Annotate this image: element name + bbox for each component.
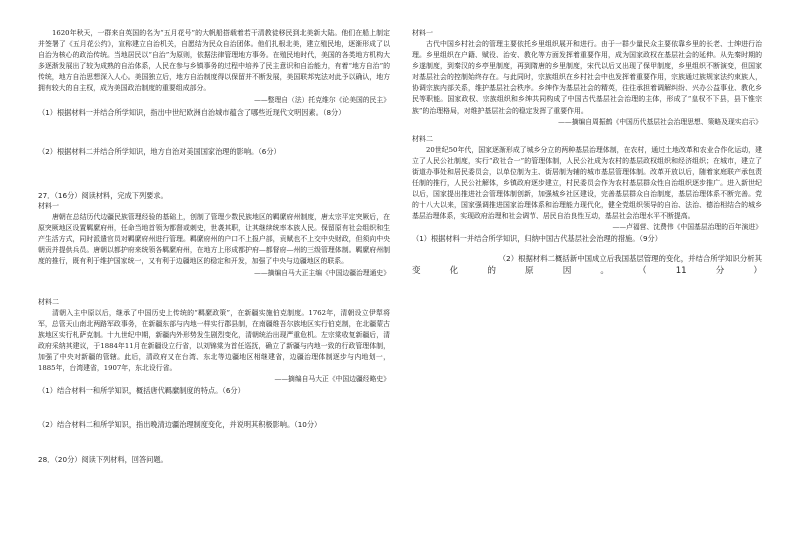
question-2: （2）根据材料二并结合所学知识，地方自治对美国国家治理的影响。（6分） (38, 147, 281, 157)
material-2-text: 清朝入主中原以后，继承了中国历史上传统的“羁縻政策”，在新疆实施伯克制度。1762年，清朝设立伊犁将军，总管天山南北两路军政事务，在新疆东部与内地一样实行郡县制，在南疆维吾尔族地区实行伯克制，在北疆蒙古族地区实行札萨克制。十九世纪中期，新疆内外形势发生剧烈变化，清朝统治出现严重危机。左宗棠收复新疆后，清政府采纳其建议，于1884年11月在新疆设立行省，以刘锦棠为首任巡抚，确立了新疆与内地一致的行政管理体制，加强了中央对新疆的管辖。此后，清政府又在台湾、东北等边疆地区相继建省，边疆治理体制逐步与内地划一，1885年，台湾建省，1907年，东北设行省。 (38, 308, 390, 372)
question-28-2: （2）根据材料二概括新中国成立后我国基层管理的变化，并结合所学知识分析其 (498, 253, 762, 263)
spread-char: 化 (449, 266, 459, 277)
material-2-text: 20世纪50年代，国家逐渐形成了城乡分立的两种基层治理体制，在农村，通过土地改革和农业合作化运动，建立了人民公社制度，实行“政社合一”的管理体制，人民公社成为农村的基层政权组织和经济组织；在城市，建立了街道办事处和居民委员会，以单位制为主、街居制为辅的城市基层管理体制。改革开放以后，随着家庭联产承包责任制的推行，人民公社解体，乡镇政府逐步建立，村民委员会作为农村基层群众性自治组织逐步推广。进入新世纪以后，国家提出推进社会管理体制创新，加强城乡社区建设，完善基层群众自治制度，基层治理体系不断完善。党的十八大以来，国家强调推进国家治理体系和治理能力现代化，健全党组织领导的自治、法治、德治相结合的城乡基层治理体系，实现政府治理和社会调节、居民自治良性互动，基层社会治理水平不断提高。 (412, 145, 762, 221)
left-column (38, 28, 390, 466)
material-1-source: ——摘编自周振鹤《中国历代基层社会治理思想、策略及现实启示》 (558, 117, 762, 126)
question-28-heading: 28．（20分）阅读下列材料，回答问题。 (38, 455, 168, 465)
material-2-source: ——摘编自马大正《中国边疆经略史》 (274, 375, 390, 384)
spread-char: 因 (562, 266, 572, 277)
material-1-label: 材料一 (38, 202, 59, 211)
material-1-label: 材料一 (412, 29, 433, 37)
material-1-text: 唐朝在总结历代边疆民族管理经验的基础上，创制了管理少数民族地区的羁縻府州制度，唐太宗平定突厥后，在原突厥地区设置羁縻府州，任命当地首领为都督或刺史，世袭其职，让其继续统率本族人民。保留原有社会组织和生产生活方式，同时派遣官员对羁縻府州进行管理。羁縻府州的户口不上报户部，贡赋也不上交中央财政，但须向中央朝贡并提供兵员。唐朝以都护府来统领各羁縻府州，在地方上形成都护府—都督府—州的三级管理体制。羁縻府州制度的推行，既有利于维护国家统一，又有利于边疆地区的稳定和开发，加强了中央与边疆地区的联系。 (38, 213, 390, 266)
spread-char: 原 (525, 266, 534, 277)
material-source: ——整理自（法）托克维尔《论美国的民主》 (254, 95, 390, 104)
question-27-2: （2）结合材料二和所学知识，指出晚清边疆治理制度变化，并说明其积极影响。（10分） (38, 419, 322, 429)
material-1-text: 古代中国乡村社会的管理主要依托乡里组织展开和进行。由于一群少量民众主要依靠乡里的长老、士绅进行治理。乡里组织在户籍、赋役、治安、教化等方面发挥着重要作用，成为国家政权在基层社会的延伸。从先秦时期的乡遂制度，到秦汉的乡亭里制度，再到隋唐的乡里制度，宋代以后又出现了保甲制度，乡里组织不断演变，但国家对基层社会的控制始终存在。与此同时，宗族组织在乡村社会中也发挥着重要作用，宗族通过族规家法约束族人，协调宗族内部关系，维护基层社会秩序。乡绅作为基层社会的精英，往往承担着调解纠纷、兴办公益事业、教化乡民等职能。国家政权、宗族组织和乡绅共同构成了中国古代基层社会治理的主体，形成了“皇权不下县，县下惟宗族”的治理格局，对维护基层社会的稳定发挥了重要作用。 (412, 40, 762, 115)
question-28-2-spread-line (412, 264, 762, 278)
spread-char: 。 (600, 266, 609, 277)
question-28-1: （1）根据材料一并结合所学知识，归纳中国古代基层社会治理的措施。（9分） (412, 234, 662, 244)
material-2-label: 材料二 (412, 134, 433, 143)
question-27-heading: 27．（16分）阅读材料，完成下列要求。 (38, 190, 168, 200)
spread-char: 分 (715, 266, 725, 277)
spread-char: 变 (412, 266, 421, 277)
material-2-source: ——卢福营、沈费伟《中国基层治理的百年演进》 (612, 223, 762, 232)
spread-char: （ (638, 266, 647, 277)
material-1-source: ——摘编自马大正主编《中国边疆治理通史》 (254, 268, 390, 277)
question-1: （1）根据材料一并结合所学知识，指出中世纪欧洲自治城市蕴含了哪些近现代文明因素。（8分） (38, 107, 346, 117)
spread-char: ） (753, 266, 762, 277)
spread-char: 的 (487, 266, 496, 277)
material-text: 1620年秋天，一群来自英国的名为“五月花号”的大帆船搭载着若干清教徒移民到北美新大陆。他们在船上制定并签署了《五月花公约》，宣称建立自治机关，自愿结为民众自治团体。他们扎根北美，建立殖民地，逐渐形成了以自治为核心的政治传统。当地居民以“自治”为原则，依据法律管理地方事务。在殖民地时代，美国的各类地方机构大多逐渐发展出了较为成熟的自治体系，人民在参与乡镇事务的过程中培养了民主意识和自治能力，有着“地方自治”的传统，地方自治思想深入人心。美国独立后，地方自治制度得以保留并不断发展，美国联邦宪法对此予以确认，地方拥有较大的自主权，成为美国政治制度的重要组成部分。 (38, 29, 390, 93)
material-2-label: 材料二 (38, 297, 59, 306)
right-column (412, 28, 762, 278)
spread-char: 11 (675, 266, 687, 277)
question-27-1: （1）结合材料一和所学知识，概括唐代羁縻制度的特点。（6分） (38, 386, 245, 396)
